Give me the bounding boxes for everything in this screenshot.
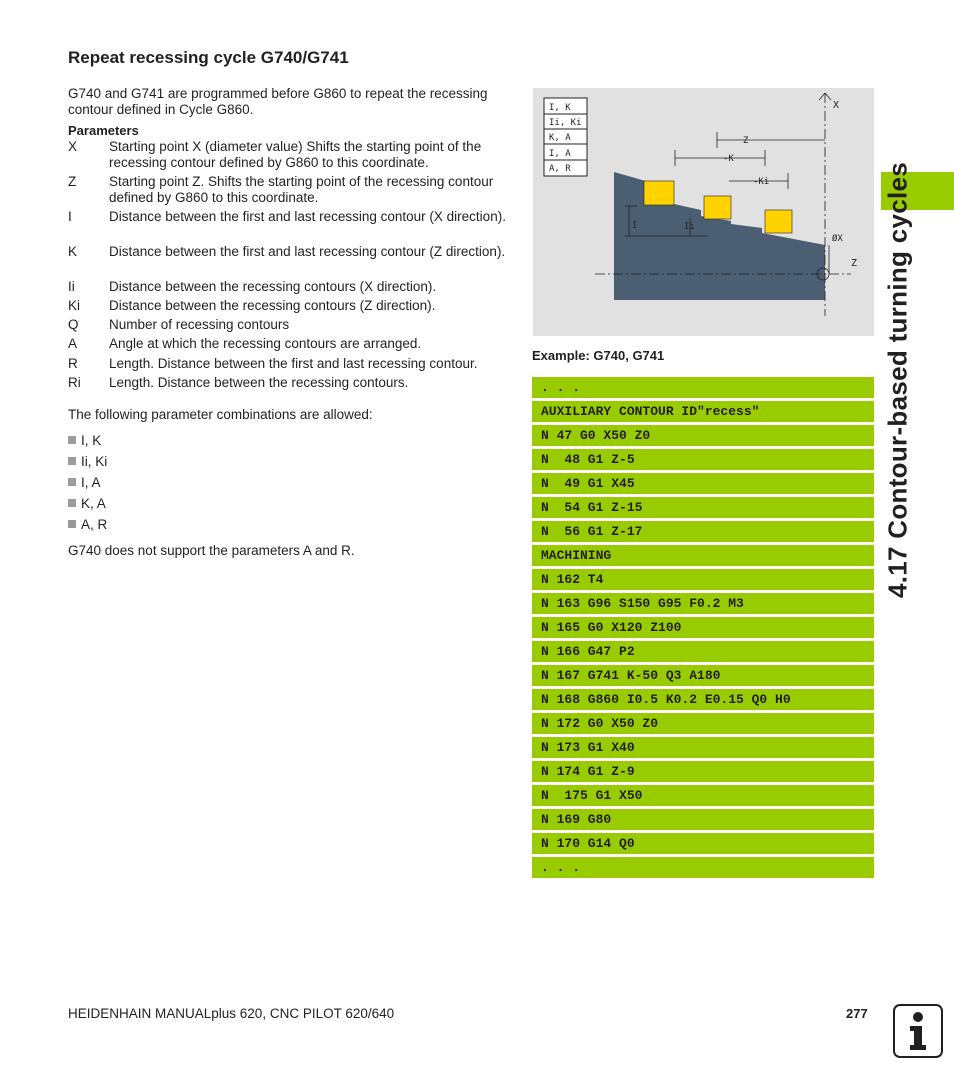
dim-label-z: Z <box>743 136 749 146</box>
parameter-desc: Length. Distance between the first and last recessing contour. <box>109 356 478 371</box>
note-paragraph: G740 does not support the parameters A and R. <box>68 543 355 558</box>
parameter-key: Q <box>68 317 79 332</box>
combinations-list <box>68 432 107 537</box>
intro-paragraph: G740 and G741 are programmed before G860 to repeat the recessing contour defined in Cycle G860. <box>68 86 488 117</box>
code-line: N 172 G0 X50 Z0 <box>532 713 874 734</box>
nc-program-listing <box>532 377 874 881</box>
legend-entry: I, A <box>549 149 571 159</box>
parameter-item <box>68 244 513 260</box>
bullet-square-icon <box>68 478 76 486</box>
parameter-desc: Distance between the recessing contours (Z direction). <box>109 298 436 313</box>
code-line: N 54 G1 Z-15 <box>532 497 874 518</box>
parameter-desc: Distance between the first and last recessing contour (Z direction). <box>109 244 506 259</box>
code-line: N 173 G1 X40 <box>532 737 874 758</box>
code-line: . . . <box>532 377 874 398</box>
parameter-key: R <box>68 356 78 371</box>
page-number: 277 <box>846 1006 868 1021</box>
code-line: N 170 G14 Q0 <box>532 833 874 854</box>
code-line: N 174 G1 Z-9 <box>532 761 874 782</box>
recess-block <box>765 210 792 233</box>
parameter-item <box>68 174 513 206</box>
list-item: K, A <box>68 495 107 516</box>
axis-label-z: Z <box>851 258 858 269</box>
parameter-desc: Length. Distance between the recessing contours. <box>109 375 409 390</box>
dim-label-i: I <box>632 221 638 231</box>
code-line: N 162 T4 <box>532 569 874 590</box>
legend-entry: A, R <box>549 164 571 174</box>
code-line: N 167 G741 K-50 Q3 A180 <box>532 665 874 686</box>
code-line: N 166 G47 P2 <box>532 641 874 662</box>
legend-entry: Ii, Ki <box>549 118 582 128</box>
parameter-item <box>68 298 513 314</box>
info-icon <box>893 1004 943 1058</box>
recess-diagram <box>533 88 874 336</box>
code-line: N 165 G0 X120 Z100 <box>532 617 874 638</box>
footer-manual-title: HEIDENHAIN MANUALplus 620, CNC PILOT 620/640 <box>68 1006 395 1021</box>
legend-table <box>544 98 587 176</box>
code-line: N 163 G96 S150 G95 F0.2 M3 <box>532 593 874 614</box>
parameter-item <box>68 139 513 171</box>
parameter-desc: Number of recessing contours <box>109 317 290 332</box>
parameters-heading: Parameters <box>68 123 139 138</box>
dim-label-diameter-x: ØX <box>832 234 843 244</box>
code-line: N 168 G860 I0.5 K0.2 E0.15 Q0 H0 <box>532 689 874 710</box>
recess-block <box>644 181 674 205</box>
dim-label-k: -K <box>723 154 734 164</box>
parameter-desc: Starting point Z. Shifts the starting point of the recessing contour defined by G860 to this coordinate. <box>109 174 494 205</box>
list-item: I, K <box>68 432 107 453</box>
bullet-square-icon <box>68 520 76 528</box>
parameter-key: Ri <box>68 375 81 390</box>
code-line: N 47 G0 X50 Z0 <box>532 425 874 446</box>
parameter-item <box>68 336 513 352</box>
list-item: Ii, Ki <box>68 453 107 474</box>
code-line: N 169 G80 <box>532 809 874 830</box>
parameter-desc: Distance between the recessing contours (X direction). <box>109 279 437 294</box>
parameter-item <box>68 209 513 225</box>
parameter-key: I <box>68 209 72 224</box>
list-item: I, A <box>68 474 107 495</box>
recess-block <box>704 196 731 219</box>
parameter-item <box>68 317 513 333</box>
axis-label-x: X <box>833 100 840 111</box>
combinations-intro: The following parameter combinations are allowed: <box>68 407 373 422</box>
code-line: N 175 G1 X50 <box>532 785 874 806</box>
parameter-key: A <box>68 336 78 351</box>
dim-label-ii: Ii <box>684 222 695 232</box>
bullet-square-icon <box>68 436 76 444</box>
bullet-square-icon <box>68 499 76 507</box>
code-line: N 56 G1 Z-17 <box>532 521 874 542</box>
code-line: MACHINING <box>532 545 874 566</box>
parameter-item <box>68 375 513 391</box>
parameter-key: Z <box>68 174 77 189</box>
dim-label-ki: -Ki <box>753 177 770 187</box>
parameter-item <box>68 279 513 295</box>
code-line: N 49 G1 X45 <box>532 473 874 494</box>
parameter-key: K <box>68 244 78 259</box>
parameter-desc: Angle at which the recessing contours are arranged. <box>109 336 422 351</box>
section-heading: Repeat recessing cycle G740/G741 <box>68 48 349 67</box>
example-heading: Example: G740, G741 <box>532 348 665 363</box>
legend-entry: I, K <box>549 103 571 113</box>
parameter-key: Ii <box>68 279 75 294</box>
list-item: A, R <box>68 516 107 537</box>
code-line: N 48 G1 Z-5 <box>532 449 874 470</box>
legend-entry: K, A <box>549 133 571 143</box>
parameter-key: X <box>68 139 78 154</box>
parameter-key: Ki <box>68 298 81 313</box>
parameter-item <box>68 356 513 372</box>
parameter-desc: Distance between the first and last recessing contour (X direction). <box>109 209 506 224</box>
code-line: . . . <box>532 857 874 878</box>
bullet-square-icon <box>68 457 76 465</box>
code-line: AUXILIARY CONTOUR ID"recess" <box>532 401 874 422</box>
parameter-desc: Starting point X (diameter value) Shifts the starting point of the recessing contour defined by G860 to this coordinate. <box>109 139 482 170</box>
